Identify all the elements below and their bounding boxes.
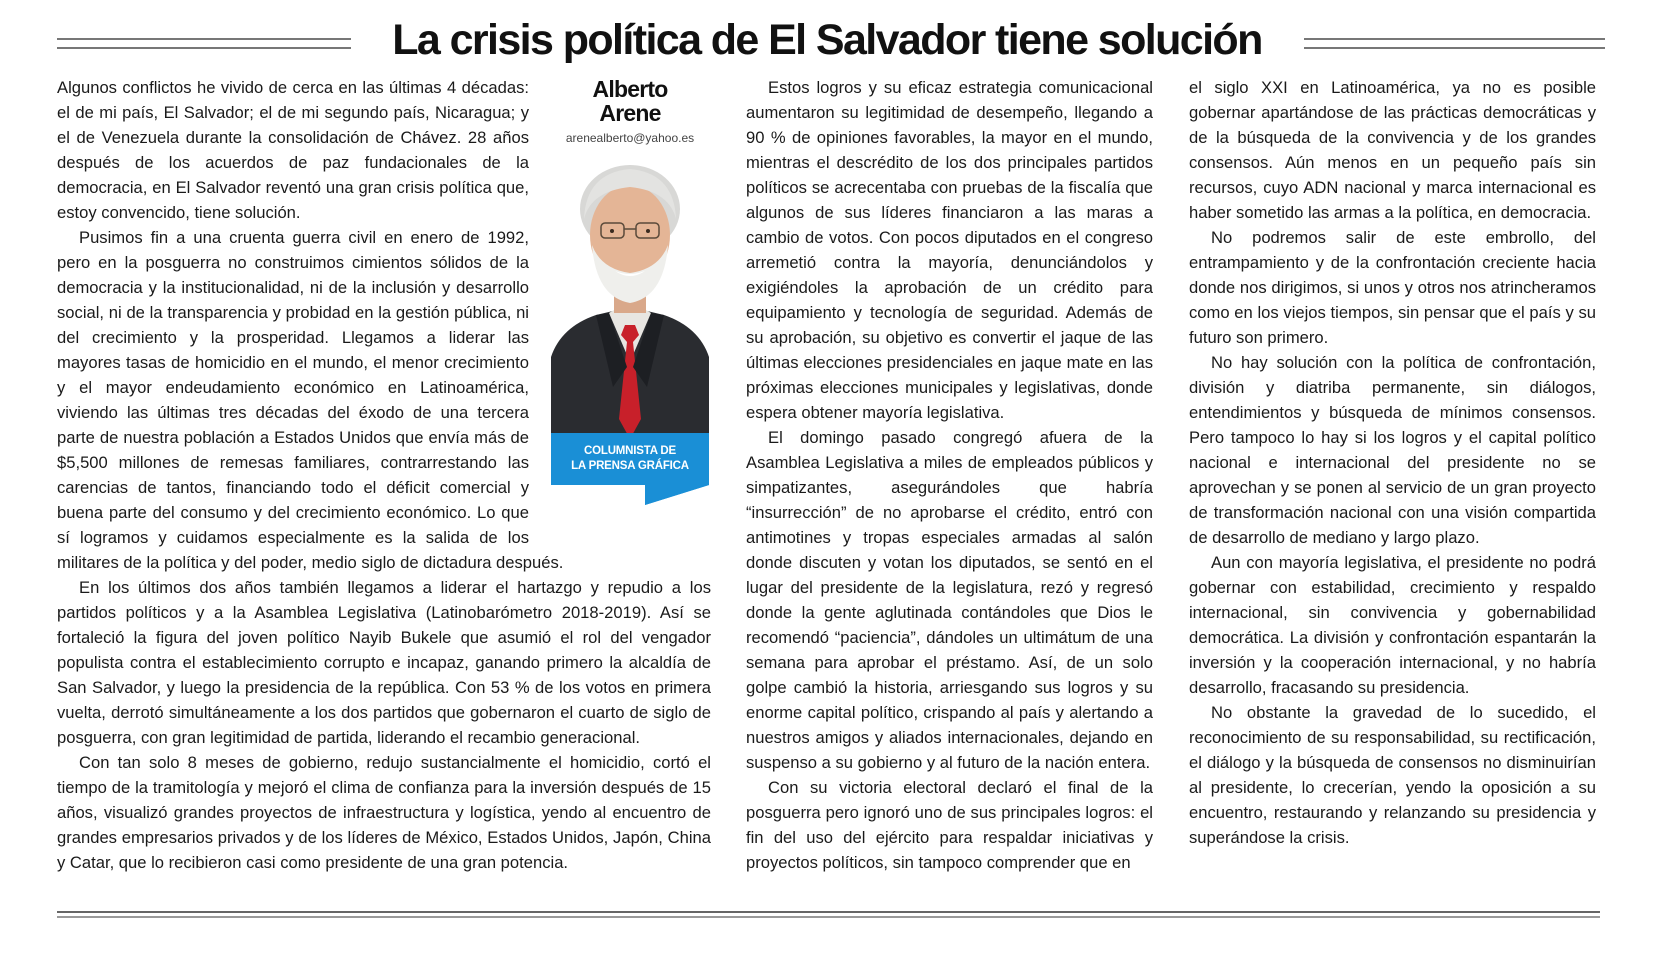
author-name [545,77,715,125]
paragraph: No hay solución con la política de confrontación, división y diatriba permanente, sin diálogos, entendimientos y búsqueda de mínimos consensos. Pero tampoco lo hay si los logros y el capital político nacional e internacional del presidente no se aprovechan y se ponen al servicio de un gran proyecto de transformación nacional con una visión compartida de desarrollo de mediano y largo plazo. [1189,353,1596,547]
paragraph: Con tan solo 8 meses de gobierno, redujo sustancialmente el homicidio, cortó el tiempo de la tramitología y mejoró el clima de confianza para la inversión después de 15 años, visualizó grandes proyectos de infraestructura y logística, yendo al encuentro de grandes empresarios privados y de los líderes de México, Estados Unidos, Japón, China y Catar, que lo recibieron casi como presidente de una gran potencia. [57,753,711,872]
paragraph: Con su victoria electoral declaró el final de la posguerra pero ignoró uno de sus principales logros: el fin del uso del ejército para respaldar iniciativas y proyectos políticos, sin tampoco comprender que en [746,778,1153,872]
article-column-2 [746,75,1153,875]
badge-line-2: LA PRENSA GRÁFICA [571,460,689,472]
article-column-3 [1189,75,1596,850]
author-last-name: Arene [599,100,661,126]
headline-rule-left [57,38,351,49]
paragraph: Aun con mayoría legislativa, el presidente no podrá gobernar con estabilidad, crecimiento y respaldo internacional, sin convivencia y gobernabilidad democrática. La división y confrontación espantarán la inversión y la cooperación internacional, y no habría desarrollo, fracasando su presidencia. [1189,553,1596,697]
author-first-name: Alberto [592,76,668,102]
paragraph: En los últimos dos años también llegamos a liderar el hartazgo y repudio a los partidos políticos y a la Asamblea Legislativa (Latinobarómetro 2018-2019). Así se fortaleció la figura del joven político Nayib Bukele que asumió el rol del vengador populista contra el establecimiento corrupto e incapaz, ganando primero la alcaldía de San Salvador, y luego la presidencia de la república. Con 53 % de los votos en primera vuelta, derrotó simultáneamente a los dos partidos que gobernaron el cuarto de siglo de posguerra, con gran legitimidad de partida, liderando el recambio generacional. [57,578,711,747]
paragraph: No podremos salir de este embrollo, del entrampamiento y de la confrontación creciente hacia donde nos dirigimos, si unos y otros nos atrincheramos como en los viejos tiempos, sin pensar que el país y su futuro son primero. [1189,228,1596,347]
headline: La crisis política de El Salvador tiene solución [392,16,1262,64]
headline-header [57,12,1605,70]
headline-rule-right [1304,38,1605,49]
paragraph: el siglo XXI en Latinoamérica, ya no es posible gobernar apartándose de las prácticas democráticas y de la búsqueda de la convivencia y de los grandes consensos. Aún menos en un pequeño país sin recursos, cuyo ADN nacional y marca internacional es haber sometido las armas a la política, en democracia. [1189,78,1596,222]
paragraph: El domingo pasado congregó afuera de la Asamblea Legislativa a miles de empleados públicos y simpatizantes, asegurándoles que habría “insurrección” de no aprobarse el crédito, entró con antimotines y tropas especiales armadas al salón donde discuten y votan los diputados, se sentó en el lugar del presidente de la legislatura, rezó y regresó donde la gente aglutinada contándoles que Dios le recomendó “paciencia”, dándoles un ultimátum de una semana para aprobar el préstamo. Así, de un solo golpe cambió la historia, arriesgando sus logros y su enorme capital político, crispando al país y alertando a nuestros amigos y aliados internacionales, dejando en suspenso a su gobierno y al futuro de la nación entera. [746,428,1153,772]
bottom-rule [57,911,1600,918]
author-email: arenealberto@yahoo.es [565,131,695,145]
paragraph: No obstante la gravedad de lo sucedido, el reconocimiento de su responsabilidad, su rectificación, el diálogo y la búsqueda de consensos no disminuirían al presidente, lo crecerían, yendo la oposición a su encuentro, restaurando y relanzando su presidencia y superándose la crisis. [1189,703,1596,847]
author-box [545,75,715,530]
columnist-badge [551,433,709,485]
badge-line-1: COLUMNISTA DE [584,445,676,457]
paragraph: Algunos conflictos he vivido de cerca en las últimas 4 décadas: el de mi país, El Salvador; el de mi segundo país, Nicaragua; y el de Venezuela durante la consolidación de Chávez. 28 años después de los acuerdos de paz fundacionales de la democracia, en El Salvador reventó una gran crisis política que, estoy convencido, tiene solución. [57,78,529,222]
paragraph: Estos logros y su eficaz estrategia comunicacional aumentaron su legitimidad de desempeño, llegando a 90 % de opiniones favorables, la mayor en el mundo, mientras el descrédito de los dos principales partidos políticos se acrecentaba con pruebas de la fiscalía que algunos de sus líderes financiaron a las maras a cambio de votos. Con pocos diputados en el congreso arremetió contra la mayoría, denunciándolos y exigiéndoles la aprobación de un crédito para equipamiento y tecnología de seguridad. Además de su aprobación, su objetivo es convertir el jaque de las últimas elecciones presidenciales en jaque mate en las próximas elecciones municipales y legislativas, donde espera obtener mayoría legislativa. [746,78,1153,422]
paragraph: Pusimos fin a una cruenta guerra civil en enero de 1992, pero en la posguerra no construimos cimientos sólidos de la democracia y la institucionalidad, ni de la inclusión y desarrollo social, ni de la transparencia y probidad en la gestión pública, ni del crecimiento y la prosperidad. Llegamos a liderar las mayores tasas de homicidio en el mundo, el menor crecimiento y el mayor endeudamiento económico en Latinoamérica, viviendo las últimas tres décadas del éxodo de una tercera parte de nuestra población a Estados Unidos que envía más de $5,500 millones de remesas familiares, contrarrestando las carencias de tantos, financiando todo el déficit comercial y buena parte del consumo y del crecimiento económico. Lo que sí logramos y cuidamos especialmente es la salida de los militares de la política y del poder, medio siglo de dictadura después. [57,228,564,572]
